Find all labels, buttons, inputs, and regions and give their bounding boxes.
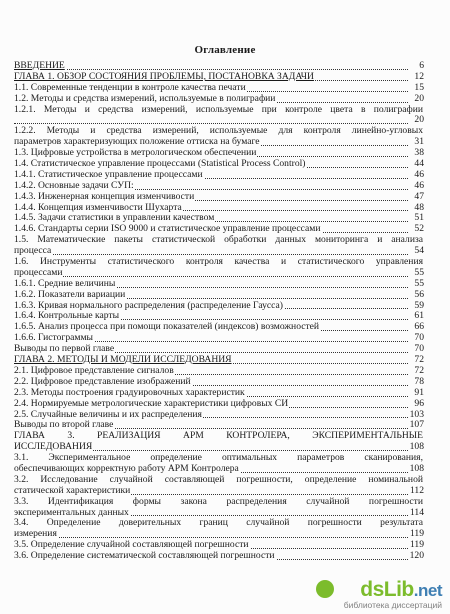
toc-entry-page: 91 [414, 387, 424, 398]
toc-entry-title: 1.6.1. Средние величины [14, 278, 116, 289]
toc-entry-title: 3.5. Определение случайной составляющей погрешности [14, 540, 249, 551]
toc-entry [14, 192, 424, 203]
toc-entry-page: 20 [414, 115, 424, 126]
toc-entry-page: 46 [414, 169, 424, 180]
toc-entry-title: 1.6. Инструменты статистического контроля качества и статистического управления [14, 257, 423, 268]
toc-entry [14, 94, 424, 105]
toc-entry-title: экспериментальных данных [14, 507, 129, 518]
toc-entry [14, 159, 424, 170]
toc-entry [14, 137, 424, 148]
watermark [316, 578, 442, 610]
toc-entry [14, 551, 424, 562]
toc-entry-title: 2.5. Случайные величины и их распределения [14, 409, 202, 420]
toc-entry [14, 213, 424, 224]
toc-entry-title: 1.4.5. Задачи статистики в управлении качеством [14, 213, 215, 224]
toc-entry [14, 529, 424, 540]
toc-entry [14, 268, 424, 279]
toc-entry [14, 377, 424, 388]
toc-entry [14, 399, 424, 410]
toc-entry-title: процесса [14, 246, 52, 257]
toc-entry-page: 59 [414, 300, 424, 311]
toc-entry [14, 508, 424, 519]
toc-entry-title: ВВЕДЕНИЕ [14, 61, 65, 71]
toc-entry [14, 279, 424, 290]
toc-entry [14, 464, 424, 475]
toc-entry-title: 3.1. Экспериментальное определение оптимальных параметров сканирования, [14, 453, 423, 464]
toc-entry [14, 497, 424, 508]
watermark-caption: библиотека диссертаций [343, 600, 442, 610]
toc-entry-title: 1.6.3. Кривая нормального распределения (распределение Гаусса) [14, 300, 283, 311]
toc-entry-page: 70 [414, 333, 424, 344]
toc-entry [14, 203, 424, 214]
toc-entry-page: 56 [414, 289, 424, 300]
toc-entry [14, 181, 424, 192]
toc-entry [14, 61, 424, 72]
toc-entry-page: 70 [414, 344, 424, 355]
toc-entry [14, 72, 424, 83]
toc-entry [14, 246, 424, 257]
toc-entry-page: 108 [409, 442, 424, 453]
toc-entry-title: ГЛАВА 3. РЕАЛИЗАЦИЯ АРМ КОНТРОЛЕРА, ЭКСПЕРИМЕНТАЛЬНЫЕ [14, 431, 423, 442]
toc-entry [14, 420, 424, 431]
toc-entry-page: 61 [414, 311, 424, 322]
toc-entry [14, 115, 424, 126]
toc-entry [14, 366, 424, 377]
toc-entry-title: 1.5. Математические пакеты статистической обработки данных мониторинга и анализа [14, 235, 423, 246]
toc-entry [14, 322, 424, 333]
toc-entry-page: 15 [414, 82, 424, 93]
toc-entry-page: 47 [414, 191, 424, 202]
toc-entry-page: 55 [414, 267, 424, 278]
toc-leader-dots [14, 254, 408, 255]
toc-entry-title: 1.6.6. Гистограммы [14, 333, 93, 344]
toc-entry-title: 3.2. Исследование случайной составляющей погрешности, определение номинальной [14, 474, 423, 485]
toc-entry-page: 108 [409, 463, 424, 474]
toc-leader-dots [14, 276, 408, 277]
toc-entry-page: 20 [414, 93, 424, 104]
toc-entry-page: 52 [414, 224, 424, 235]
toc-entry-page: 114 [409, 507, 424, 518]
watermark-logo: dsLib.net [360, 578, 442, 601]
toc-entry-title: измерения [14, 529, 57, 540]
toc-entry [14, 170, 424, 181]
toc-entry-title: статической характеристики [14, 485, 131, 496]
toc-entry-title: 1.2.2. Методы и средства измерений, используемые для контроля линейно-угловых [14, 126, 423, 137]
toc-entry [14, 355, 424, 366]
toc-entry-title: ГЛАВА 1. ОБЗОР СОСТОЯНИЯ ПРОБЛЕМЫ, ПОСТАНОВКА ЗАДАЧИ [14, 71, 314, 82]
toc-entry-title: 1.3. Цифровые устройства в метрологическом обеспечении [14, 148, 257, 159]
toc-entry [14, 453, 424, 464]
toc-entry-page: 72 [414, 355, 424, 366]
toc-entry-title: 2.2. Цифровое представление изображений [14, 376, 191, 387]
toc-entry-page: 120 [409, 551, 424, 562]
toc-entry-page: 112 [409, 485, 424, 496]
toc-entry-page: 119 [409, 529, 424, 540]
toc-entry [14, 257, 424, 268]
toc-entry [14, 105, 424, 116]
toc-entry-page: 96 [414, 398, 424, 409]
toc-leader-dots [14, 123, 408, 124]
toc-entry-title: 1.1. Современные тенденции в контроле качества печати [14, 82, 246, 93]
toc-entry-title: 1.4.1. Статистическое управление процессами [14, 169, 203, 180]
toc-entry [14, 518, 424, 529]
toc-entry [14, 344, 424, 355]
toc-entry-title: 3.6. Определение систематической составляющей погрешности [14, 551, 275, 562]
toc-entry-title: 1.4.3. Инженерная концепция изменчивости [14, 191, 195, 202]
toc-entry-title: 2.4. Нормируемые метрологические характеристики цифровых СИ [14, 398, 289, 409]
toc-entry-title: ИССЛЕДОВАНИЯ [14, 442, 93, 453]
toc-entry-page: 12 [414, 71, 424, 82]
toc-entry-page: 38 [414, 148, 424, 159]
toc-entry-title: 1.4.6. Стандарты серии ISO 9000 и статистическое управление процессами [14, 224, 321, 235]
toc-entry-title: Выводы по второй главе [14, 420, 114, 431]
toc-entry-page: 119 [409, 540, 424, 551]
toc-entry [14, 311, 424, 322]
toc-entry-title: 2.1. Цифровое представление сигналов [14, 365, 174, 376]
toc-entry [14, 83, 424, 94]
toc-leader-dots [14, 69, 408, 70]
toc-entry-title: 1.6.4. Контрольные карты [14, 311, 120, 322]
toc-entry-page: 51 [414, 213, 424, 224]
toc-entry-title: параметров характеризующих положение оттиска на бумаге [14, 137, 260, 148]
toc-entry [14, 290, 424, 301]
toc-entry [14, 442, 424, 453]
toc-entry-title: 1.6.2. Показатели вариации [14, 289, 126, 300]
toc-entry [14, 388, 424, 399]
toc-entry-page: 66 [414, 322, 424, 333]
toc-entry-page: 46 [414, 180, 424, 191]
toc-entry-title: 1.2. Методы и средства измерений, используемые в полиграфии [14, 93, 276, 104]
toc-entry-page: 6 [419, 61, 424, 71]
toc-entry-title: 1.2.1. Методы и средства измерений, используемые при контроле цвета в полиграфии [14, 104, 423, 115]
toc-entry-page: 54 [414, 246, 424, 257]
toc-entry-page: 103 [409, 409, 424, 420]
toc-entry-title: 1.4.2. Основные задачи СУП: [14, 180, 134, 191]
toc-entry [14, 333, 424, 344]
table-of-contents [14, 61, 424, 562]
toc-entry [14, 148, 424, 159]
toc-entry [14, 235, 424, 246]
toc-entry [14, 486, 424, 497]
toc-entry-page: 72 [414, 365, 424, 376]
toc-entry-page: 107 [409, 420, 424, 431]
toc-entry-page: 78 [414, 376, 424, 387]
toc-entry [14, 410, 424, 421]
toc-entry-title: 3.3. Идентификация формы закона распределения случайной погрешности [14, 496, 423, 507]
toc-entry-title: 1.4.4. Концепция изменчивости Шухарта [14, 202, 182, 213]
toc-leader-dots [14, 537, 408, 538]
toc-entry-title: 3.4. Определение доверительных границ случайной погрешности результата [14, 518, 423, 529]
toc-entry-page: 31 [414, 137, 424, 148]
toc-entry-title: 1.4. Статистическое управление процессами (Statistical Process Control) [14, 159, 306, 170]
toc-entry [14, 431, 424, 442]
toc-entry [14, 540, 424, 551]
toc-entry [14, 475, 424, 486]
watermark-logo-icon [316, 580, 334, 598]
toc-entry-title: 1.6.5. Анализ процесса при помощи показателей (индексов) возможностей [14, 322, 320, 333]
toc-entry-page: 55 [414, 278, 424, 289]
toc-entry [14, 301, 424, 312]
toc-entry-title: 2.3. Методы построения градуировочных характеристик [14, 387, 245, 398]
toc-entry-title: Выводы по первой главе [14, 344, 115, 355]
toc-entry-page: 48 [414, 202, 424, 213]
toc-entry [14, 224, 424, 235]
toc-entry-title: процессами [14, 267, 63, 278]
toc-entry-title: ГЛАВА 2. МЕТОДЫ И МОДЕЛИ ИССЛЕДОВАНИЯ [14, 355, 232, 366]
toc-entry [14, 126, 424, 137]
toc-entry-page: 44 [414, 159, 424, 170]
toc-entry-title: обеспечивающих корректную работу АРМ Контролера [14, 463, 239, 474]
page-title: Оглавление [194, 44, 256, 56]
